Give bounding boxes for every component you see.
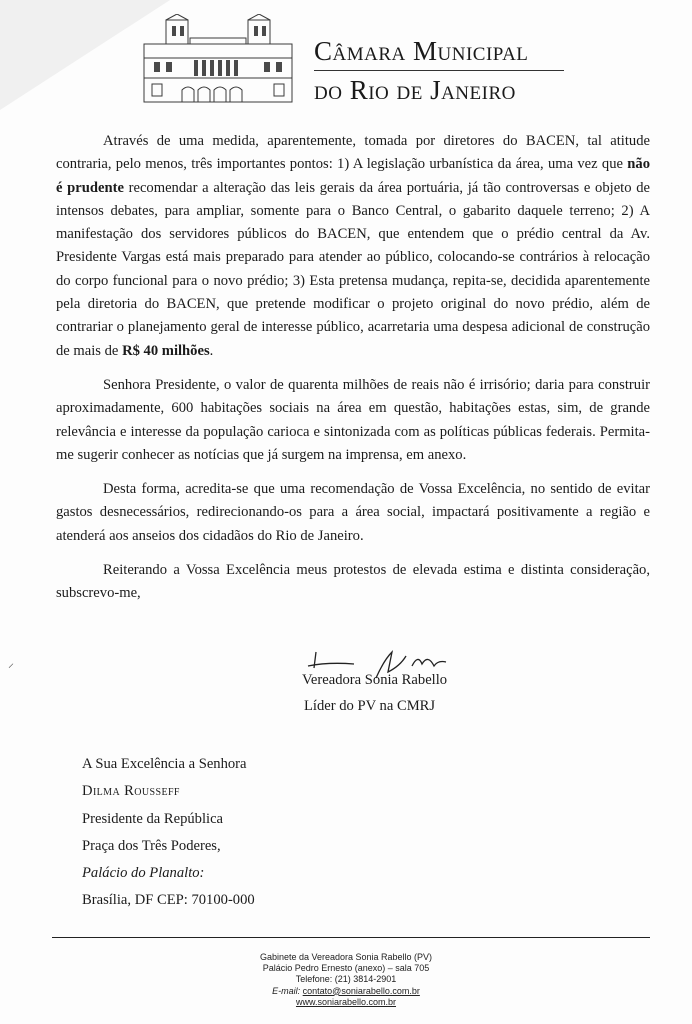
addressee-street: Praça dos Três Poderes,	[82, 837, 221, 854]
paragraph-1-part-b: recomendar a alteração das leis gerais da área portuária, já tão controversas e objeto de intensos debates, para ampliar, somente para o Banco Central, o gabarito daquele terreno; 2) A manifestação dos servidores públicos do BACEN, que entendem que o prédio central da Av. Presidente Vargas está mais preparado para atender ao público, colocando-se contrários à relocação do corpo funcional para o novo prédio; 3) Esta pretensa mudança, repita-se, decidida aparentemente pela diretoria do BACEN, que pretende modificar o projeto original do novo prédio, além de contrariar o planejamento geral de interesse público, acarretaria uma despesa adicional de construção de mais de	[56, 179, 650, 359]
addressee-salutation: A Sua Excelência a Senhora	[82, 756, 247, 772]
paragraph-1-part-c: .	[209, 342, 214, 359]
signatory-role: Líder do PV na CMRJ	[304, 698, 436, 714]
title-divider	[314, 70, 564, 71]
footer-email-link[interactable]: contato@soniarabello.com.br	[302, 985, 420, 996]
paragraph-2: Senhora Presidente, o valor de quarenta milhões de reais não é irrisório; daria para construir aproximadamente, 600 habitações sociais na área em questão, habitações estas, sim, de grande relevância e interesse da população carioca e sintonizada com as políticas públicas federais. Permita-me sugerir conhecer as notícias que já surgem na imprensa, em anexo.	[56, 376, 650, 463]
footer-email-line	[0, 986, 692, 997]
title-line-1: Câmara Municipal	[314, 36, 529, 66]
addressee-city-cep: Brasília, DF CEP: 70100-000	[82, 892, 255, 909]
letterhead	[138, 14, 578, 114]
camara-building-logo	[138, 14, 298, 106]
margin-mark: ⸝	[8, 656, 15, 670]
footer-address: Palácio Pedro Ernesto (anexo) – sala 705	[262, 963, 430, 974]
emphasis-amount: R$ 40 milhões	[122, 342, 210, 359]
footer-contact	[0, 952, 692, 1008]
footer-office: Gabinete da Vereadora Sonia Rabello (PV)	[259, 952, 433, 962]
emphasis-not-prudent: não é prudente	[56, 156, 650, 196]
addressee-building: Palácio do Planalto:	[82, 865, 205, 882]
paragraph-1-part-a: Através de uma medida, aparentemente, tomada por diretores do BACEN, tal atitude contraria, pelo menos, três importantes pontos: 1) A legislação urbanística da área, uma vez que	[56, 133, 650, 173]
footer-website-link[interactable]: www.soniarabello.com.br	[295, 996, 397, 1007]
footer-phone: Telefone: (21) 3814-2901	[295, 974, 397, 985]
addressee-title: Presidente da República	[82, 810, 224, 827]
paragraph-4: Reiterando a Vossa Excelência meus protestos de elevada estima e distinta consideração, subscrevo-me,	[56, 562, 650, 602]
signatory-name: Vereadora Sonia Rabello	[302, 672, 448, 688]
signature-block	[288, 646, 488, 726]
footer-divider	[52, 937, 650, 938]
title-line-2: do Rio de Janeiro	[314, 75, 516, 105]
footer-email-label: E-mail:	[272, 985, 303, 996]
paragraph-1	[56, 130, 650, 363]
addressee-block	[82, 751, 255, 915]
letter-body	[56, 130, 650, 606]
institution-title	[314, 34, 564, 107]
addressee-name: Dilma Rousseff	[82, 783, 180, 800]
paragraph-3: Desta forma, acredita-se que uma recomendação de Vossa Excelência, no sentido de evitar gastos desnecessários, redirecionando-os para a área social, impactará positivamente a região e atenderá aos anseios dos cidadãos do Rio de Janeiro.	[56, 481, 650, 544]
